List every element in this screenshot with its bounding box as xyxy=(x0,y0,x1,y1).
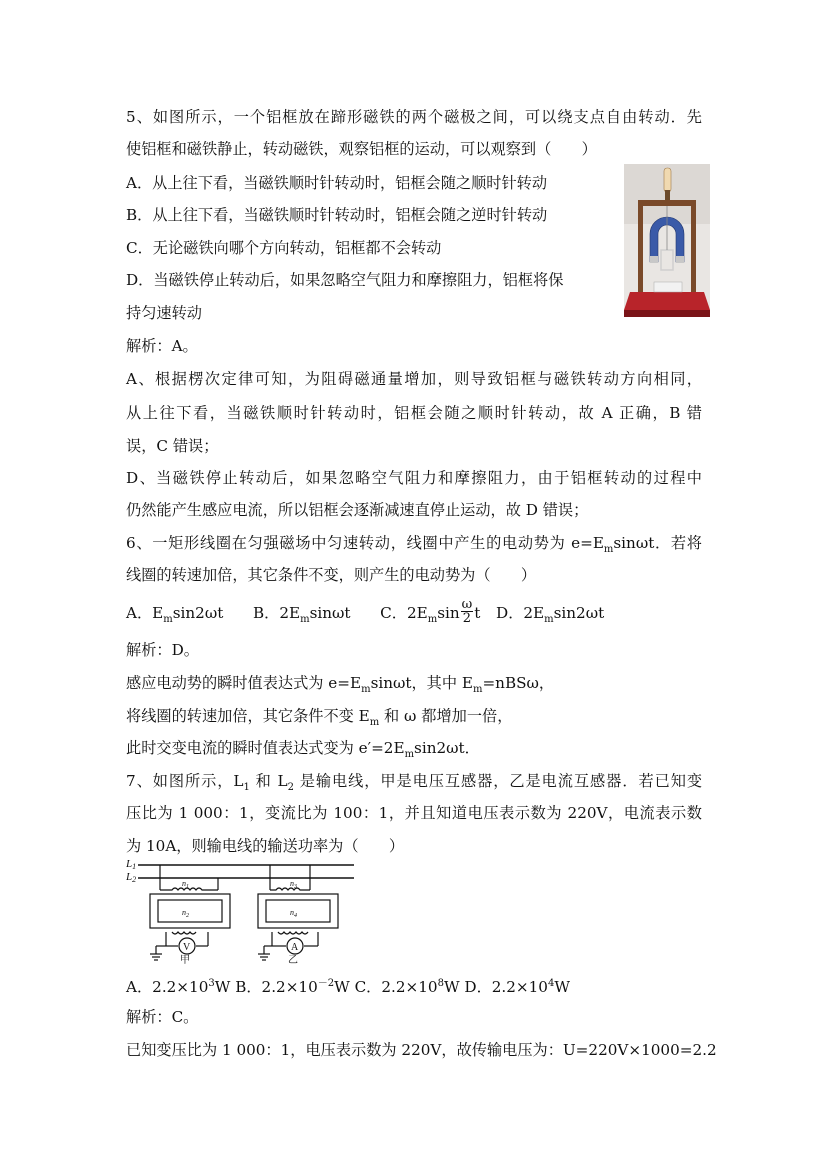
q6-explanation-line1: 感应电动势的瞬时值表达式为 $e=E_m\sin\omega t$，其中 $E_m=nBS\omega$， xyxy=(126,674,555,696)
label-yi: 乙 xyxy=(288,955,298,964)
label-L2: L2 xyxy=(126,871,137,884)
label-n1: $n_1$ xyxy=(182,879,189,890)
q5-answer: 解析：A。 xyxy=(126,337,198,355)
magnet-frame-photo xyxy=(624,164,710,317)
q5-explanation-line1: A、根据楞次定律可知，为阻碍磁通量增加，则导致铝框与磁铁转动方向相同， xyxy=(126,370,702,388)
q6-answer: 解析：D。 xyxy=(126,641,199,659)
q5-option-a: A．从上往下看，当磁铁顺时针转动时，铝框会随之顺时针转动 xyxy=(126,174,548,192)
label-jia: 甲 xyxy=(180,955,190,964)
label-n2: $n_2$ xyxy=(182,908,189,919)
q6-option-b: B．$2E_m\sin\omega t$ xyxy=(252,603,351,625)
q6-stem-line2: 线圈的转速加倍，其它条件不变，则产生的电动势为（ ） xyxy=(126,566,537,584)
svg-text:A: A xyxy=(291,942,299,953)
q7-stem-line1: 7、如图所示，$L_1$ 和 $L_2$ 是输电线，甲是电压互感器，乙是电流互感器．若已知变 xyxy=(126,772,703,794)
current-transformer xyxy=(258,865,338,964)
q7-stem-line3: 为 10A，则输电线的输送功率为（ ） xyxy=(126,837,405,855)
q6-explanation-line2: 将线圈的转速加倍，其它条件不变 $E_m$ 和 ω 都增加一倍， xyxy=(126,707,513,729)
q5-stem-line2: 使铝框和磁铁静止，转动磁铁，观察铝框的运动，可以观察到（ ） xyxy=(126,140,597,158)
q7-answer: 解析：C。 xyxy=(126,1008,199,1026)
transformer-circuit-diagram xyxy=(126,856,358,964)
q5-option-d-line1: D．当磁铁停止转动后，如果忽略空气阻力和摩擦阻力，铝框将保 xyxy=(126,271,564,289)
q5-option-c: C．无论磁铁向哪个方向转动，铝框都不会转动 xyxy=(126,239,442,257)
q6-option-d: D．$2E_m\sin 2\omega t$ xyxy=(496,603,605,625)
q5-option-b: B．从上往下看，当磁铁顺时针转动时，铝框会随之逆时针转动 xyxy=(126,206,548,224)
q5-stem-line1: 5、如图所示，一个铝框放在蹄形磁铁的两个磁极之间，可以绕支点自由转动．先 xyxy=(126,108,702,126)
q6-explanation-line3: 此时交变电流的瞬时值表达式变为 $e'=2E_m\sin 2\omega t$． xyxy=(126,739,480,761)
q5-option-d-line2: 持匀速转动 xyxy=(126,304,202,322)
q5-explanation-line5: 仍然能产生感应电流，所以铝框会逐渐减速直停止运动，故 D 错误； xyxy=(126,501,589,519)
q7-explanation-line1: 已知变压比为 1 000：1，电压表示数为 220V，故传输电压为：U=220V×1000=2.2 xyxy=(126,1041,717,1059)
q6-option-c: C．$2E_m\sin$ $\frac{\omega}{2}$ t xyxy=(380,597,481,626)
voltage-transformer xyxy=(150,865,230,964)
q6-options xyxy=(126,597,605,630)
label-n4: $n_4$ xyxy=(290,908,297,919)
omega-over-two-fraction: $\frac{\omega}{2}$ xyxy=(461,597,473,626)
q6-option-a: A．$E_m\sin 2\omega t$ xyxy=(126,603,224,625)
q7-stem-line2: 压比为 1 000：1，变流比为 100：1，并且知道电压表示数为 220V，电流表示数 xyxy=(126,804,702,822)
q5-explanation-line3: 误，C 错误； xyxy=(126,437,219,455)
q5-explanation-line2: 从上往下看，当磁铁顺时针转动时，铝框会随之顺时针转动，故 A 正确，B 错 xyxy=(126,404,702,422)
label-L1: L1 xyxy=(126,858,137,871)
q6-stem-line1: 6、一矩形线圈在匀强磁场中匀速转动，线圈中产生的电动势为 $e=E_m\sin\omega t$．若将 xyxy=(126,534,702,556)
q7-options: A．$2.2\times 10^3W$ B．$2.2\times 10^{-2}W$ C．$2.2\times 10^8W$ D．$2.2\times 10^4W$ xyxy=(126,978,570,997)
svg-text:V: V xyxy=(183,942,191,953)
q5-explanation-line4: D、当磁铁停止转动后，如果忽略空气阻力和摩擦阻力，由于铝框转动的过程中 xyxy=(126,469,702,487)
label-n3: $n_3$ xyxy=(290,879,297,890)
